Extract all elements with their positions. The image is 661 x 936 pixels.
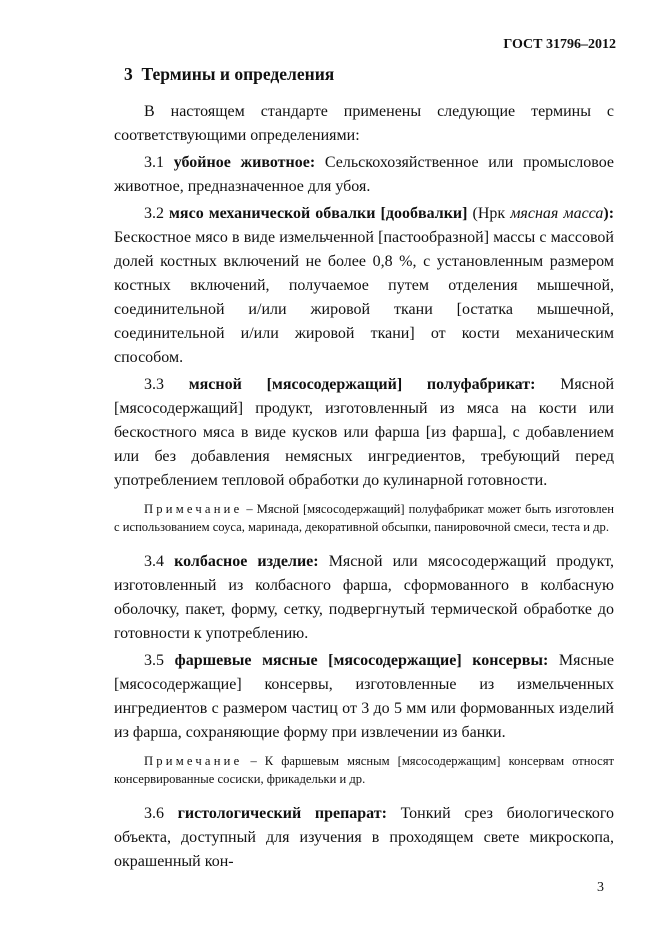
- note-label: Примечание: [144, 502, 243, 516]
- term-name: колбасное изделие:: [174, 553, 319, 570]
- term-number: 3.5: [144, 652, 164, 669]
- term-3-1: [114, 151, 614, 199]
- term-alt-name: мясная масса: [510, 205, 604, 222]
- term-name: гистологический препарат:: [177, 805, 387, 822]
- note-3-5: [114, 752, 614, 788]
- term-name: фаршевые мясные [мясосодержащие] консервы:: [174, 652, 549, 669]
- term-name: убойное животное:: [173, 154, 316, 171]
- section-number: 3: [124, 64, 133, 84]
- term-definition: Бескостное мясо в виде измельченной [пастообразной] массы с массовой долей костных включений не более 0,8 %, с установленным размером костных включений, получаемое путем отделения мышечной, соединительной и/или жировой ткани [остатка мышечной, соединительной и/или жировой ткани] от кости механическим способом.: [114, 229, 614, 366]
- note-3-3: [114, 500, 614, 536]
- term-definition: Мясной [мясосодержащий] продукт, изготовленный из мяса на кости или бескостного мяса в виде кусков или фарша [из фарша], с добавлением или без добавления немясных ингредиентов, требующий перед употреблением тепловой обработки до кулинарной готовности.: [114, 376, 615, 489]
- document-header: ГОСТ 31796–2012: [503, 37, 616, 52]
- section-title: [124, 62, 614, 86]
- term-name: мясной [мясосодержащий] полуфабрикат:: [188, 376, 536, 393]
- term-3-5: [114, 649, 614, 745]
- term-3-2: [114, 202, 614, 370]
- section-title-text: Термины и определения: [141, 64, 335, 84]
- term-3-6: [114, 802, 614, 874]
- term-number: 3.6: [144, 805, 164, 822]
- document-body: [114, 62, 614, 877]
- term-number: 3.1: [144, 154, 164, 171]
- term-alt-prefix: (Нрк: [472, 205, 511, 222]
- term-definition: Тонкий срез биологического объекта, доступный для изучения в проходящем свете микроскопа, окрашенный кон-: [114, 805, 614, 870]
- term-definition: Сельскохозяйственное или промысловое животное, предназначенное для убоя.: [114, 154, 615, 195]
- intro-paragraph: В настоящем стандарте применены следующие термины с соответствующими определениями:: [114, 103, 614, 144]
- term-number: 3.3: [144, 376, 164, 393]
- term-number: 3.4: [144, 553, 164, 570]
- term-3-4: [114, 550, 614, 646]
- term-alt-suffix: ):: [603, 205, 615, 222]
- term-name: мясо механической обвалки [дообвалки]: [169, 205, 468, 222]
- note-label: Примечание: [144, 754, 243, 768]
- term-definition: Мясные [мясосодержащие] консервы, изготовленные из измельченных ингредиентов с размером частиц от 3 до 5 мм или формованных изделий из фарша, сохраняющие форму при извлечении из банки.: [114, 652, 615, 741]
- term-definition: Мясной или мясосодержащий продукт, изготовленный из колбасного фарша, сформованного в колбасную оболочку, пакет, форму, сетку, подвергнутый термической обработке до готовности к употреблению.: [114, 553, 615, 642]
- term-number: 3.2: [144, 205, 164, 222]
- page-number: 3: [597, 880, 604, 895]
- note-text: – К фаршевым мясным [мясосодержащим] консервам относят консервированные сосиски, фрикадельки и др.: [114, 754, 614, 786]
- note-text: – Мясной [мясосодержащий] полуфабрикат может быть изготовлен с использованием соуса, маринада, декоративной обсыпки, панировочной смеси, теста и др.: [114, 502, 614, 534]
- term-3-3: [114, 373, 614, 493]
